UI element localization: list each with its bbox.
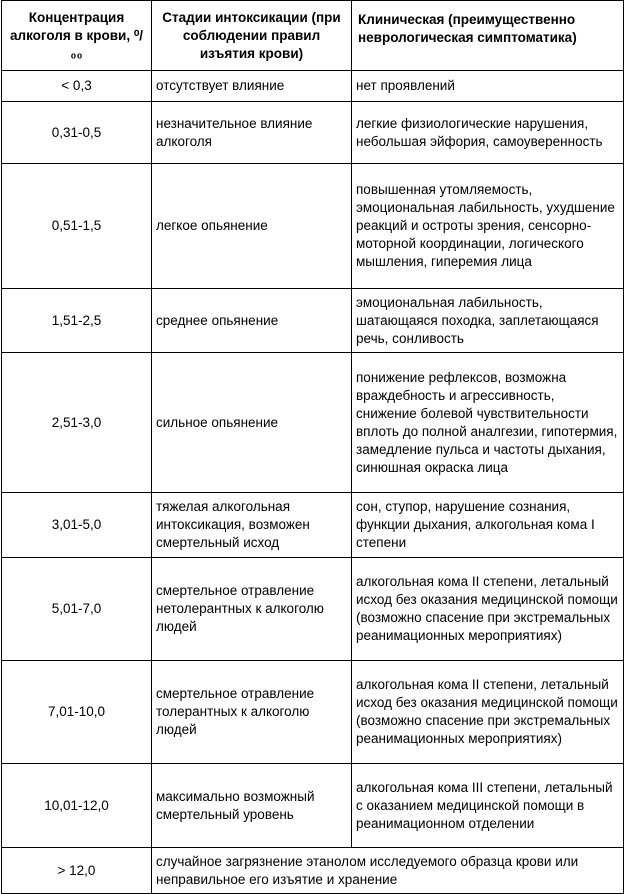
symptoms-cell: повышенная утомляемость, эмоциональная лабильность, ухудшение реакций и остроты зрения, сенсорно-моторной координации, логического мышления, гиперемия лица xyxy=(352,164,624,289)
table-row xyxy=(2,289,624,353)
stage-cell: смертельное отравление нетолерантных к алкоголю людей xyxy=(152,558,352,661)
concentration-cell: < 0,3 xyxy=(2,71,152,102)
stage-cell: максимально возможный смертельный уровень xyxy=(152,764,352,848)
table-row xyxy=(2,353,624,493)
stage-cell: легкое опьянение xyxy=(152,164,352,289)
symptoms-cell: понижение рефлексов, возможна враждебность и агрессивность, снижение болевой чувствительности вплоть до полной аналгезии, гипотермия, замедление пульса и частоты дыхания, синюшная окраска лица xyxy=(352,353,624,493)
stage-cell: незначительное влияние алкоголя xyxy=(152,102,352,164)
stage-cell: сильное опьянение xyxy=(152,353,352,493)
concentration-cell: 0,51-1,5 xyxy=(2,164,152,289)
symptoms-cell: эмоциональная лабильность, шатающаяся походка, заплетающаяся речь, сонливость xyxy=(352,289,624,353)
concentration-cell: 3,01-5,0 xyxy=(2,493,152,558)
table-row xyxy=(2,661,624,764)
concentration-cell: 10,01-12,0 xyxy=(2,764,152,848)
stage-cell: отсутствует влияние xyxy=(152,71,352,102)
stage-cell: среднее опьянение xyxy=(152,289,352,353)
table-row xyxy=(2,848,624,894)
table-row xyxy=(2,71,624,102)
table-row xyxy=(2,764,624,848)
table-row xyxy=(2,493,624,558)
stage-cell: смертельное отравление толерантных к алкоголю людей xyxy=(152,661,352,764)
concentration-cell: 0,31-0,5 xyxy=(2,102,152,164)
concentration-cell: 2,51-3,0 xyxy=(2,353,152,493)
stage-cell: тяжелая алкогольная интоксикация, возможен смертельный исход xyxy=(152,493,352,558)
intoxication-table xyxy=(1,0,624,894)
header-symptoms: Клиническая (преимущественно неврологическая симптоматика) xyxy=(352,1,624,71)
concentration-cell: 1,51-2,5 xyxy=(2,289,152,353)
symptoms-cell: сон, ступор, нарушение сознания, функции дыхания, алкогольная кома I степени xyxy=(352,493,624,558)
table-row xyxy=(2,164,624,289)
symptoms-cell: легкие физиологические нарушения, небольшая эйфория, самоуверенность xyxy=(352,102,624,164)
symptoms-cell: алкогольная кома II степени, летальный исход без оказания медицинской помощи (возможно спасение при экстремальных реанимационных мероприятиях) xyxy=(352,661,624,764)
symptoms-cell: алкогольная кома III степени, летальный с оказанием медицинской помощи в реанимационном отделении xyxy=(352,764,624,848)
symptoms-cell: нет проявлений xyxy=(352,71,624,102)
table-row xyxy=(2,558,624,661)
concentration-cell: > 12,0 xyxy=(2,848,152,894)
header-stages: Стадии интоксикации (при соблюдении правил изъятия крови) xyxy=(152,1,352,71)
table-header-row xyxy=(2,1,624,71)
concentration-cell: 7,01-10,0 xyxy=(2,661,152,764)
symptoms-cell: алкогольная кома II степени, летальный исход без оказания медицинской помощи (возможно спасение при экстремальных реанимационных мероприятиях) xyxy=(352,558,624,661)
concentration-cell: 5,01-7,0 xyxy=(2,558,152,661)
note-cell: случайное загрязнение этанолом исследуемого образца крови или неправильное его изъятие и хранение xyxy=(152,848,624,894)
table-row xyxy=(2,102,624,164)
header-concentration: Концентрация алкоголя в крови, ⁰/₀₀ xyxy=(2,1,152,71)
